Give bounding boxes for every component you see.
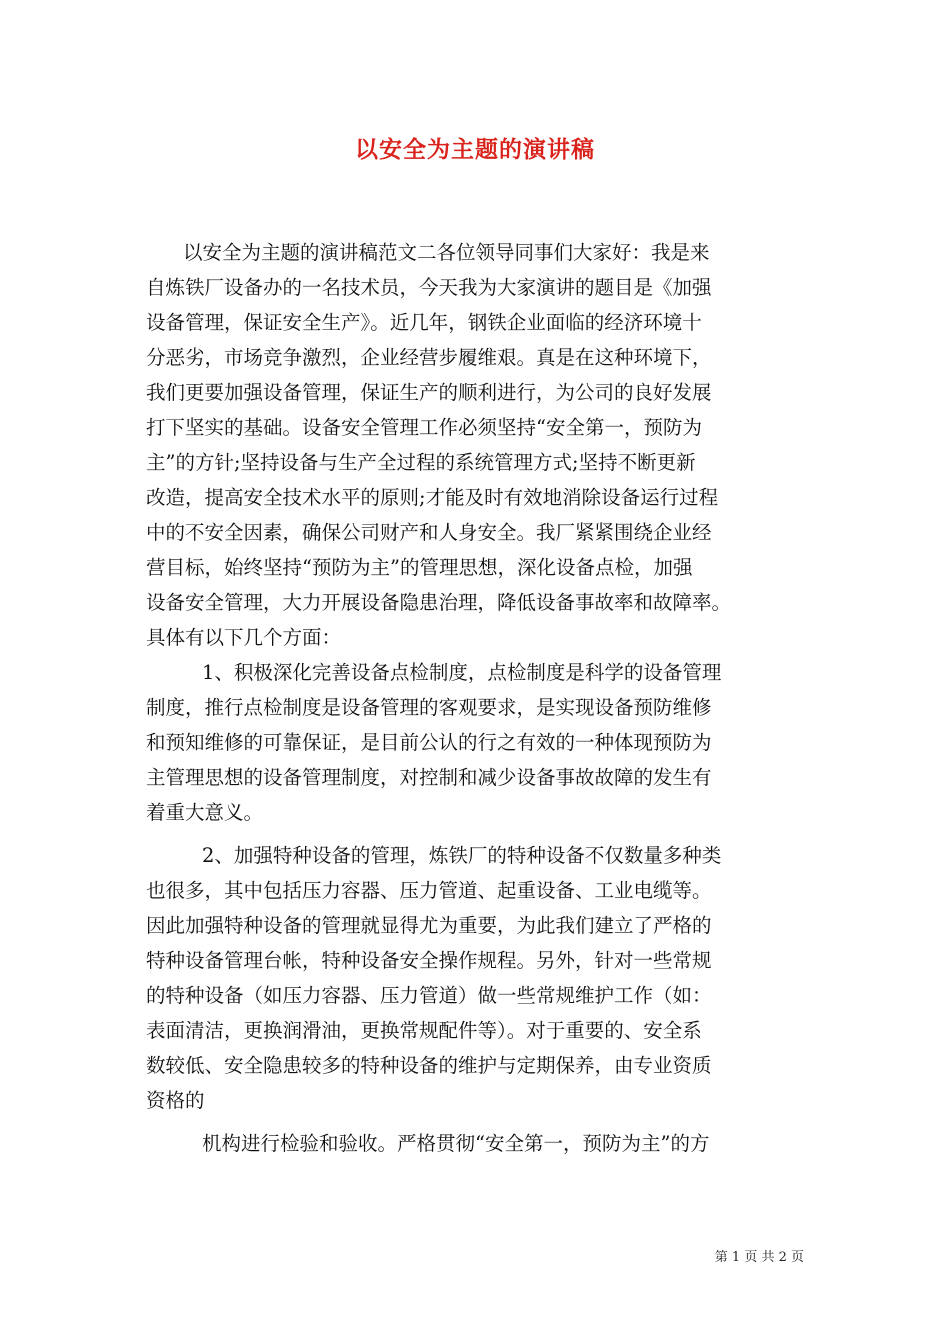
text-line: 打下坚实的基础。设备安全管理工作必须坚持“安全第一，预防为 [146, 416, 702, 439]
text-line: 资格的 [146, 1089, 205, 1112]
text-line: 因此加强特种设备的管理就显得尤为重要，为此我们建立了严格的 [146, 914, 712, 937]
text-line: 营目标，始终坚持“预防为主”的管理思想，深化设备点检，加强 [146, 556, 693, 579]
text-line: 制度，推行点检制度是设备管理的客观要求，是实现设备预防维修 [146, 696, 712, 719]
text-line: 2、加强特种设备的管理，炼铁厂的特种设备不仅数量多种类 [202, 844, 722, 867]
text-line: 我们更要加强设备管理，保证生产的顺利进行，为公司的良好发展 [146, 381, 712, 404]
text-line: 自炼铁厂设备办的一名技术员，今天我为大家演讲的题目是《加强 [146, 276, 712, 299]
text-line: 分恶劣，市场竞争激烈，企业经营步履维艰。真是在这种环境下， [146, 346, 712, 369]
text-line: 设备安全管理，大力开展设备隐患治理，降低设备事故率和故障率。 [146, 591, 732, 614]
text-line: 主”的方针;坚持设备与生产全过程的系统管理方式;坚持不断更新 [146, 451, 696, 474]
text-line: 以安全为主题的演讲稿范文二各位领导同事们大家好：我是来 [183, 241, 710, 264]
text-line: 着重大意义。 [146, 801, 264, 824]
text-line: 中的不安全因素，确保公司财产和人身安全。我厂紧紧围绕企业经 [146, 521, 712, 544]
text-line: 的特种设备（如压力容器、压力管道）做一些常规维护工作（如： [146, 984, 712, 1007]
text-line: 数较低、安全隐患较多的特种设备的维护与定期保养，由专业资质 [146, 1054, 712, 1077]
document-title: 以安全为主题的演讲稿 [355, 136, 595, 163]
text-line: 改造，提高安全技术水平的原则;才能及时有效地消除设备运行过程 [146, 486, 719, 509]
text-line: 设备管理，保证安全生产》。近几年，钢铁企业面临的经济环境十 [146, 311, 702, 334]
text-line: 和预知维修的可靠保证，是目前公认的行之有效的一种体现预防为 [146, 731, 712, 754]
text-line: 表面清洁，更换润滑油，更换常规配件等）。对于重要的、安全系 [146, 1019, 702, 1042]
text-line: 机构进行检验和验收。严格贯彻“安全第一，预防为主”的方 [202, 1132, 710, 1155]
text-line: 具体有以下几个方面： [146, 626, 342, 649]
text-line: 主管理思想的设备管理制度，对控制和减少设备事故故障的发生有 [146, 766, 712, 789]
text-line: 特种设备管理台帐，特种设备安全操作规程。另外，针对一些常规 [146, 949, 712, 972]
text-line: 1、积极深化完善设备点检制度，点检制度是科学的设备管理 [202, 661, 722, 684]
text-line: 也很多，其中包括压力容器、压力管道、起重设备、工业电缆等。 [146, 879, 712, 902]
page-number: 第 1 页 共 2 页 [714, 1250, 804, 1265]
